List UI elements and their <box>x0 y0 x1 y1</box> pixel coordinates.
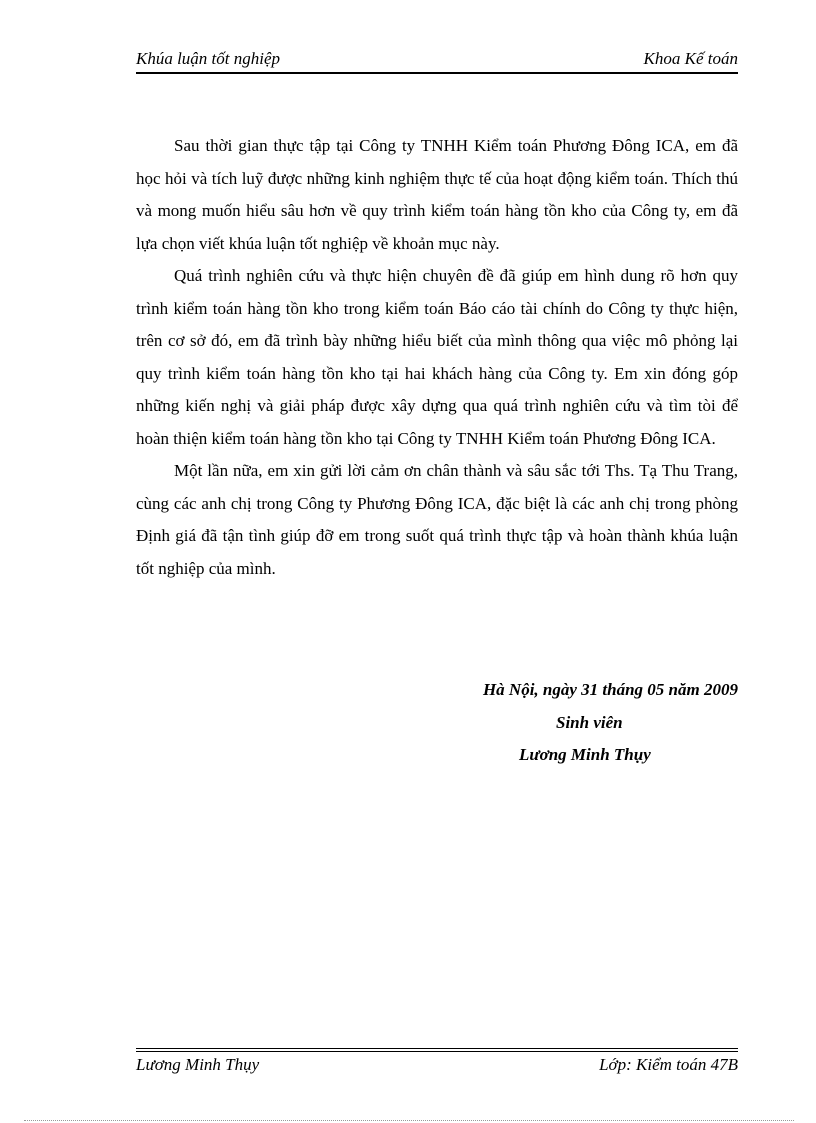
page-header <box>136 48 738 74</box>
footer-rule-bottom <box>136 1051 738 1052</box>
page-footer <box>136 1055 738 1077</box>
footer-rule-top <box>136 1048 738 1049</box>
page-edge-divider <box>24 1120 794 1121</box>
paragraph-3: Một lần nữa, em xin gửi lời cảm ơn chân thành và sâu sắc tới Ths. Tạ Thu Trang, cùng các anh chị trong Công ty Phương Đông ICA, đặc biệt là các anh chị trong phòng Định giá đã tận tình giúp đỡ em trong suốt quá trình thực tập và hoàn thành khúa luận tốt nghiệp của mình. <box>136 461 738 578</box>
body-text <box>136 130 738 585</box>
signature-place-date: Hà Nội, ngày 31 tháng 05 năm 2009 <box>482 680 738 699</box>
signature-role: Sinh viên <box>556 713 623 732</box>
footer-class: Lớp: Kiểm toán 47B <box>599 1055 738 1074</box>
signature-name: Lương Minh Thụy <box>519 745 651 764</box>
header-thesis-title: Khúa luận tốt nghiệp <box>136 49 281 68</box>
footer-author: Lương Minh Thụy <box>136 1055 260 1074</box>
header-department: Khoa Kế toán <box>643 49 738 68</box>
paragraph-1: Sau thời gian thực tập tại Công ty TNHH Kiểm toán Phương Đông ICA, em đã học hỏi và tích luỹ được những kinh nghiệm thực tế của hoạt động kiểm toán. Thích thú và mong muốn hiểu sâu hơn về quy trình kiểm toán hàng tồn kho của Công ty, em đã lựa chọn viết khúa luận tốt nghiệp về khoản mục này. <box>136 136 738 253</box>
paragraph-2: Quá trình nghiên cứu và thực hiện chuyên đề đã giúp em hình dung rõ hơn quy trình kiểm toán hàng tồn kho trong kiểm toán Báo cáo tài chính do Công ty thực hiện, trên cơ sở đó, em đã trình bày những hiểu biết của mình thông qua việc mô phỏng lại quy trình kiểm toán hàng tồn kho tại hai khách hàng của Công ty. Em xin đóng góp những kiến nghị và giải pháp được xây dựng qua quá trình nghiên cứu và tìm tòi để hoàn thiện kiểm toán hàng tồn kho tại Công ty TNHH Kiểm toán Phương Đông ICA. <box>136 266 738 448</box>
